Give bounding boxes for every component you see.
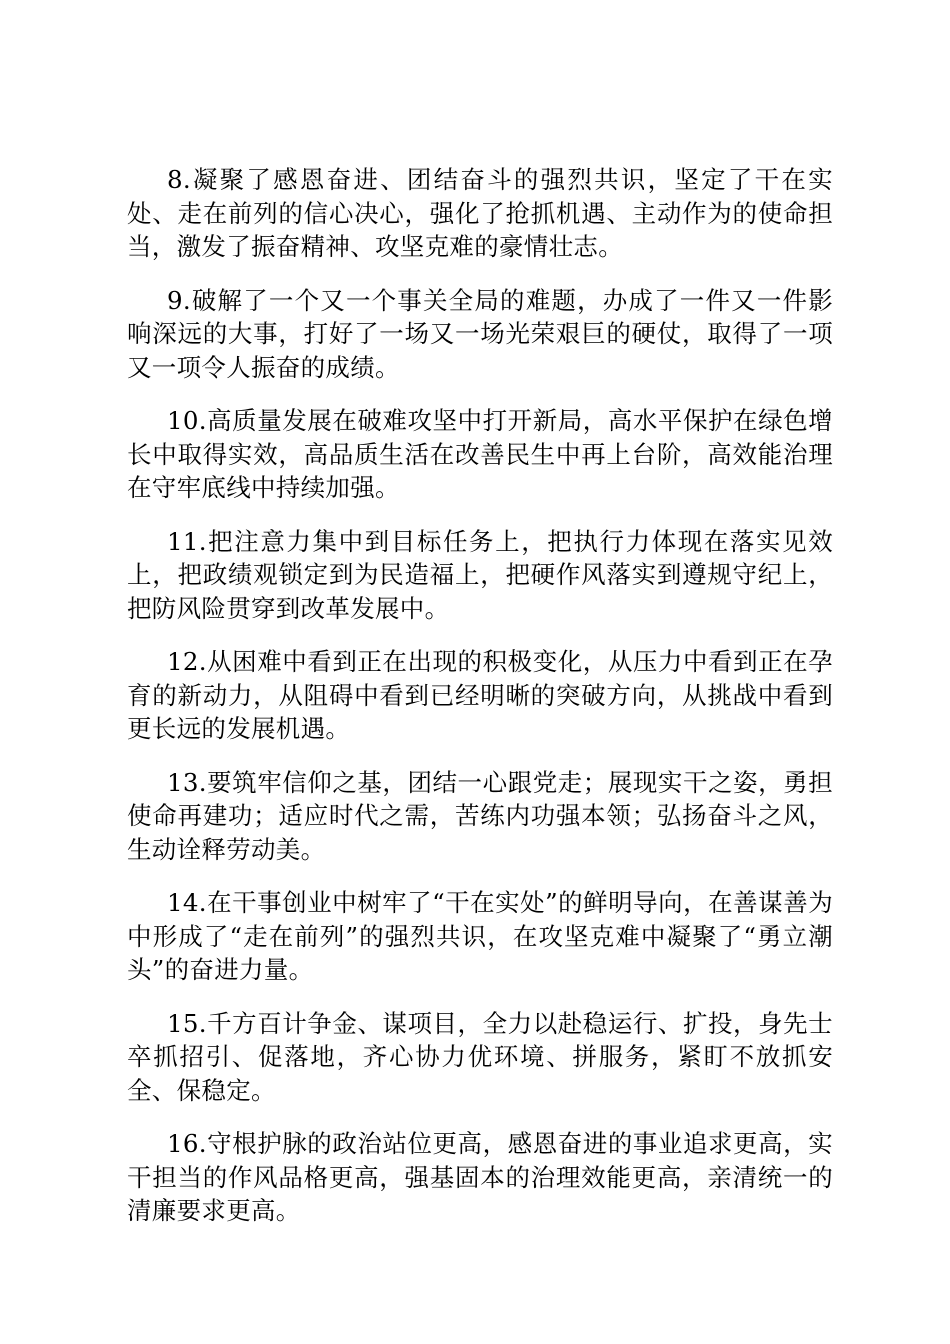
paragraph-10: 10.高质量发展在破难攻坚中打开新局，高水平保护在绿色增长中取得实效，高品质生活在改善民生中再上台阶，高效能治理在守牢底线中持续加强。: [127, 406, 833, 502]
paragraph-13: 13.要筑牢信仰之基，团结一心跟党走；展现实干之姿，勇担使命再建功；适应时代之需，苦练内功强本领；弘扬奋斗之风，生动诠释劳动美。: [127, 767, 833, 864]
paragraph-11: 11.把注意力集中到目标任务上，把执行力体现在落实见效上，把政绩观锁定到为民造福上，把硬作风落实到遵规守纪上，把防风险贯穿到改革发展中。: [127, 526, 833, 623]
paragraph-9: 9.破解了一个又一个事关全局的难题，办成了一件又一件影响深远的大事，打好了一场又一场光荣艰巨的硬仗，取得了一项又一项令人振奋的成绩。: [127, 285, 833, 382]
paragraph-14: 14.在干事创业中树牢了“干在实处”的鲜明导向，在善谋善为中形成了“走在前列”的强烈共识，在攻坚克难中凝聚了“勇立潮头”的奋进力量。: [127, 888, 833, 984]
paragraph-12: 12.从困难中看到正在出现的积极变化，从压力中看到正在孕育的新动力，从阻碍中看到已经明晰的突破方向，从挑战中看到更长远的发展机遇。: [127, 647, 833, 743]
paragraph-16: 16.守根护脉的政治站位更高，感恩奋进的事业追求更高，实干担当的作风品格更高，强基固本的治理效能更高，亲清统一的清廉要求更高。: [127, 1129, 833, 1225]
paragraph-15: 15.千方百计争金、谋项目，全力以赴稳运行、扩投，身先士卒抓招引、促落地，齐心协力优环境、拼服务，紧盯不放抓安全、保稳定。: [127, 1008, 833, 1105]
document-body: [127, 163, 833, 1248]
paragraph-8: 8.凝聚了感恩奋进、团结奋斗的强烈共识，坚定了干在实处、走在前列的信心决心，强化了抢抓机遇、主动作为的使命担当，激发了振奋精神、攻坚克难的豪情壮志。: [127, 165, 833, 261]
